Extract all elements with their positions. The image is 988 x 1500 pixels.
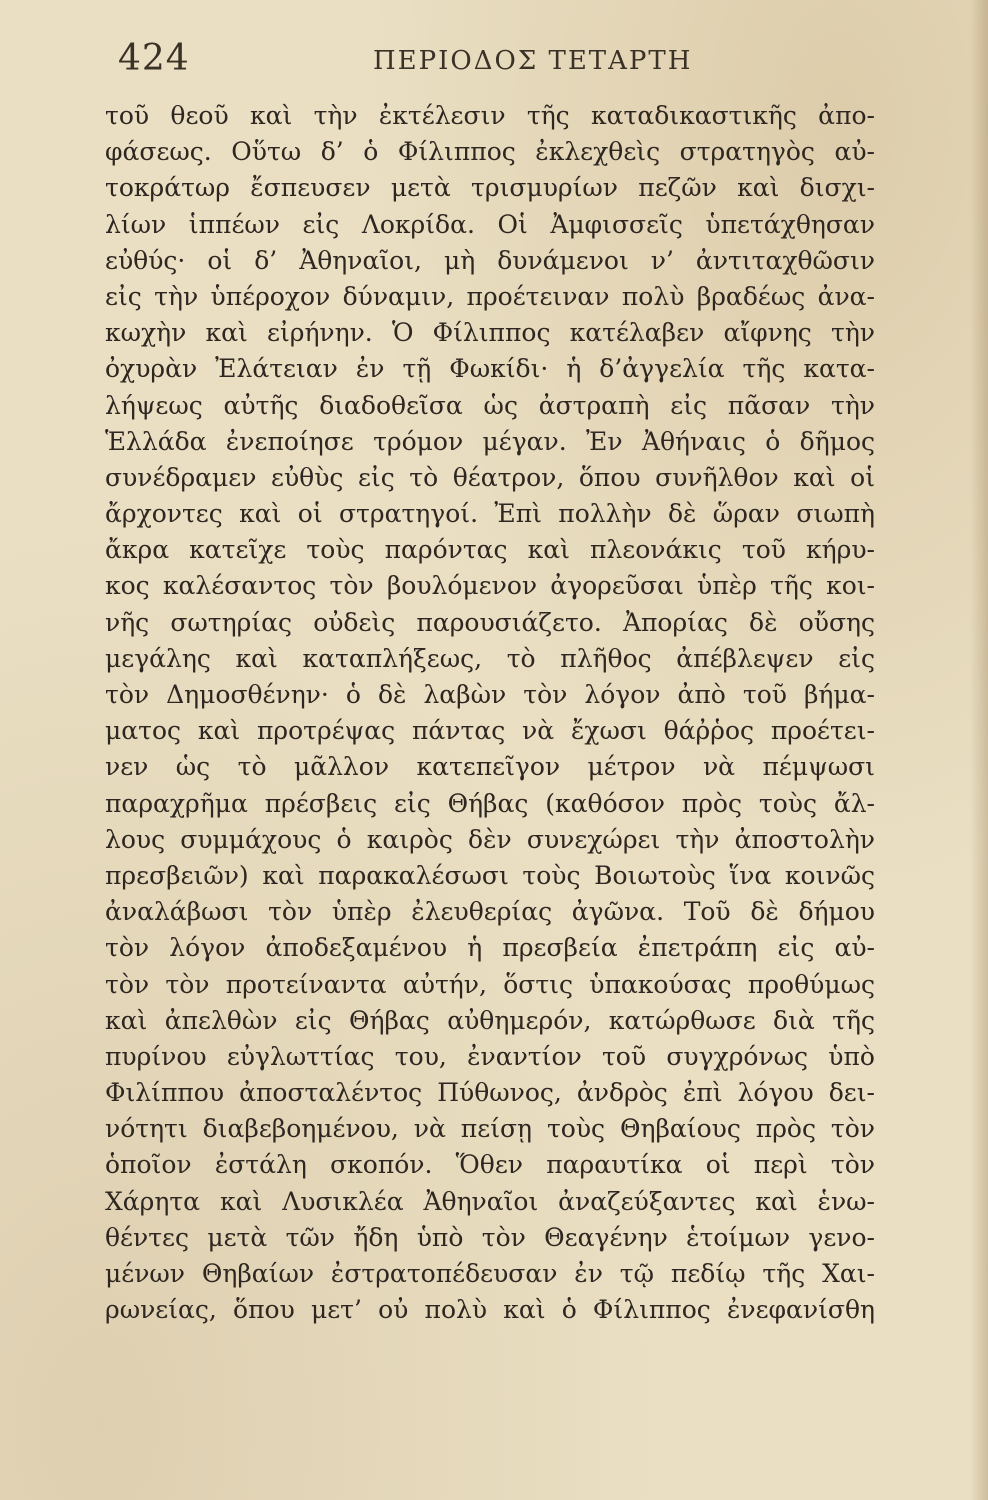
text-line: μένων Θηβαίων ἐστρατοπέδευσαν ἐν τῷ πεδίῳ τῆς Χαι- bbox=[105, 1259, 875, 1288]
text-line: τοῦ θεοῦ καὶ τὴν ἐκτέλεσιν τῆς καταδικαστικῆς ἀπο- bbox=[105, 101, 875, 130]
text-line: ἄρχοντες καὶ οἱ στρατηγοί. Ἐπὶ πολλὴν δὲ ὥραν σιωπὴ bbox=[105, 499, 875, 529]
text-line: εἰς τὴν ὑπέροχον δύναμιν, προέτειναν πολὺ βραδέως ἀνα- bbox=[105, 281, 875, 311]
page-header bbox=[118, 36, 878, 86]
text-line: τὸν Δημοσθένην· ὁ δὲ λαβὼν τὸν λόγον ἀπὸ τοῦ βήμα- bbox=[105, 680, 875, 709]
text-line: εὐθύς· οἱ δ’ Ἀθηναῖοι, μὴ δυνάμενοι ν’ ἀντιταχθῶσιν bbox=[105, 245, 875, 275]
text-line: λους συμμάχους ὁ καιρὸς δὲν συνεχώρει τὴν ἀποστολὴν bbox=[105, 824, 875, 854]
text-line: νῆς σωτηρίας οὐδεὶς παρουσιάζετο. Ἀπορίας δὲ οὔσης bbox=[105, 607, 875, 637]
running-head: ΠΕΡΙΟΔΟΣ ΤΕΤΑΡΤΗ bbox=[373, 46, 693, 76]
text-line: ἄκρα κατεῖχε τοὺς παρόντας καὶ πλεονάκις τοῦ κήρυ- bbox=[105, 535, 875, 565]
text-line: ὁποῖον ἐστάλη σκοπόν. Ὅθεν παραυτίκα οἱ περὶ τὸν bbox=[105, 1150, 875, 1180]
text-line: μεγάλης καὶ καταπλήξεως, τὸ πλῆθος ἀπέβλεψεν εἰς bbox=[105, 643, 875, 673]
text-line: λίων ἱππέων εἰς Λοκρίδα. Οἱ Ἀμφισσεῖς ὑπετάχθησαν bbox=[105, 209, 875, 239]
text-line: ἀναλάβωσι τὸν ὑπὲρ ἐλευθερίας ἀγῶνα. Τοῦ δὲ δήμου bbox=[105, 897, 875, 927]
text-line: Χάρητα καὶ Λυσικλέα Ἀθηναῖοι ἀναζεύξαντες καὶ ἑνω- bbox=[105, 1186, 875, 1216]
text-line: Φιλίππου ἀποσταλέντος Πύθωνος, ἀνδρὸς ἐπὶ λόγου δει- bbox=[105, 1078, 875, 1108]
text-line: τοκράτωρ ἔσπευσεν μετὰ τρισμυρίων πεζῶν καὶ δισχι- bbox=[105, 173, 875, 203]
text-line: λήψεως αὐτῆς διαδοθεῖσα ὡς ἀστραπὴ εἰς πᾶσαν τὴν bbox=[105, 390, 875, 420]
body-text bbox=[105, 98, 875, 1328]
text-line: θέντες μετὰ τῶν ἤδη ὑπὸ τὸν Θεαγένην ἑτοίμων γενο- bbox=[105, 1222, 875, 1252]
text-line: ὀχυρὰν Ἐλάτειαν ἐν τῇ Φωκίδι· ἡ δ’ἀγγελία τῆς κατα- bbox=[105, 354, 875, 384]
page-number: 424 bbox=[118, 38, 190, 79]
text-line: ματος καὶ προτρέψας πάντας νὰ ἔχωσι θάῤῥος προέτει- bbox=[105, 716, 875, 746]
text-line: κωχὴν καὶ εἰρήνην. Ὁ Φίλιππος κατέλαβεν αἴφνης τὴν bbox=[105, 318, 875, 348]
page-edge-shadow bbox=[970, 0, 988, 1500]
text-line: φάσεως. Οὕτω δ’ ὁ Φίλιππος ἐκλεχθεὶς στρατηγὸς αὐ- bbox=[105, 137, 875, 167]
text-line: παραχρῆμα πρέσβεις εἰς Θήβας (καθόσον πρὸς τοὺς ἄλ- bbox=[105, 788, 875, 818]
text-line: Ἑλλάδα ἐνεποίησε τρόμον μέγαν. Ἐν Ἀθήναις ὁ δῆμος bbox=[105, 426, 875, 456]
text-line: πρεσβειῶν) καὶ παρακαλέσωσι τοὺς Βοιωτοὺς ἵνα κοινῶς bbox=[105, 860, 875, 890]
text-line: νεν ὡς τὸ μᾶλλον κατεπεῖγον μέτρον νὰ πέμψωσι bbox=[105, 752, 875, 782]
text-line: ρωνείας, ὅπου μετ’ οὐ πολὺ καὶ ὁ Φίλιππος ἐνεφανίσθη bbox=[105, 1295, 875, 1325]
text-line: καὶ ἀπελθὼν εἰς Θήβας αὐθημερόν, κατώρθωσε διὰ τῆς bbox=[105, 1005, 875, 1035]
text-line: τὸν λόγον ἀποδεξαμένου ἡ πρεσβεία ἐπετράπη εἰς αὐ- bbox=[105, 933, 875, 963]
text-line: κος καλέσαντος τὸν βουλόμενον ἀγορεῦσαι ὑπὲρ τῆς κοι- bbox=[105, 571, 875, 601]
text-line: συνέδραμεν εὐθὺς εἰς τὸ θέατρον, ὅπου συνῆλθον καὶ οἱ bbox=[105, 462, 875, 492]
text-line: νότητι διαβεβοημένου, νὰ πείσῃ τοὺς Θηβαίους πρὸς τὸν bbox=[105, 1114, 875, 1144]
text-line: τὸν τὸν προτείναντα αὐτήν, ὅστις ὑπακούσας προθύμως bbox=[105, 969, 875, 999]
text-line: πυρίνου εὐγλωττίας του, ἐναντίον τοῦ συγχρόνως ὑπὸ bbox=[105, 1041, 875, 1071]
